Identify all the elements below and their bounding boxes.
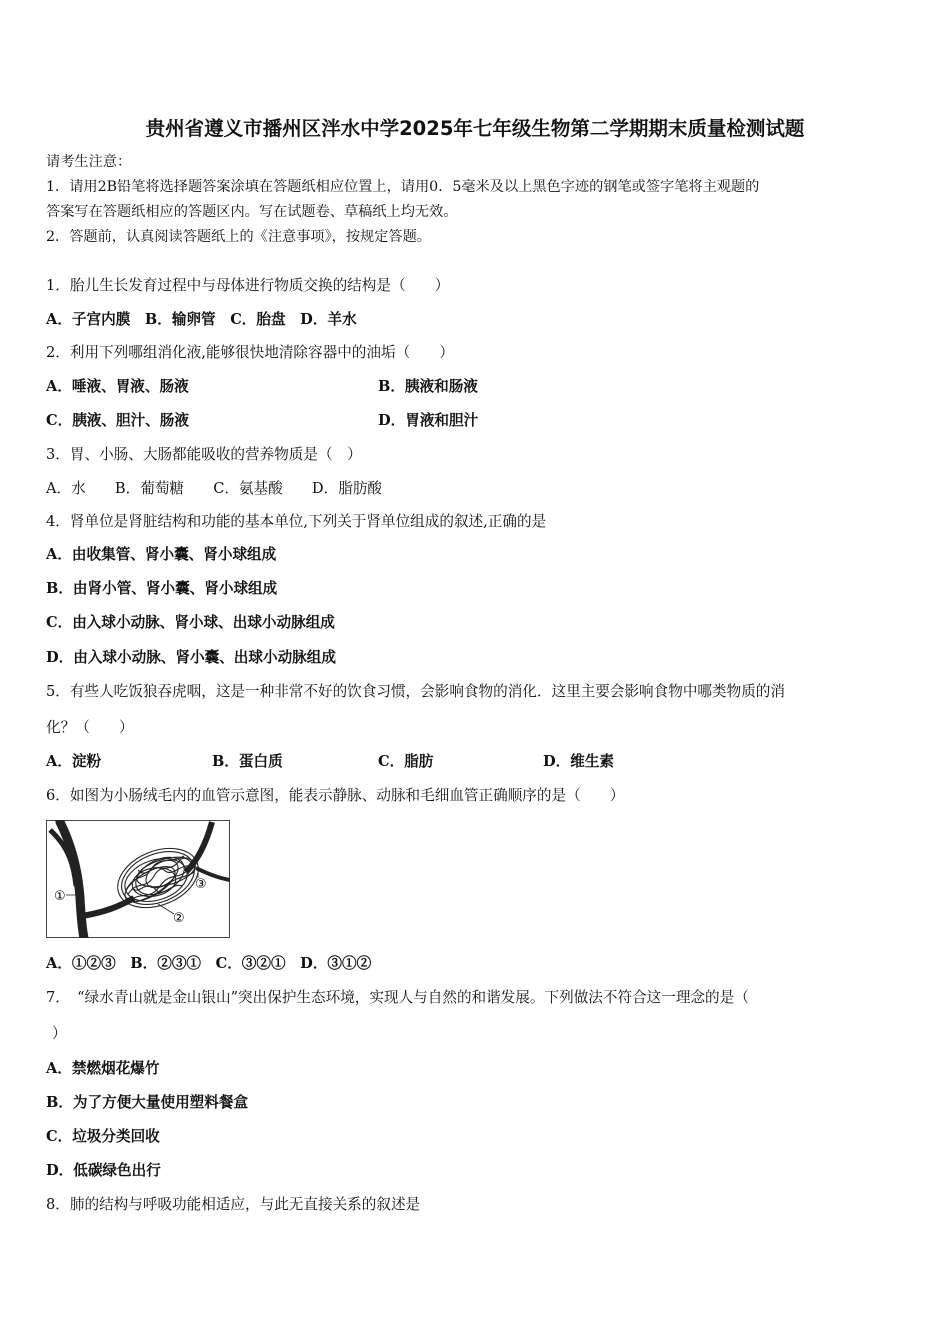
question-1-stem: 1．胎儿生长发育过程中与母体进行物质交换的结构是（ ） [46,277,450,294]
notice-line-1a: 1．请用2B铅笔将选择题答案涂填在答题纸相应位置上，请用0．5毫米及以上黑色字迹的钢笔或签字笔将主观题的 [46,179,760,195]
question-4-option-d: D．由入球小动脉、肾小囊、出球小动脉组成 [46,649,336,666]
question-4-stem: 4．肾单位是肾脏结构和功能的基本单位,下列关于肾单位组成的叙述,正确的是 [46,513,547,530]
question-2-option-b: B．胰液和肠液 [378,378,478,395]
question-6-options: A．①②③ B．②③① C．③②① D．③①② [46,955,372,972]
question-2-option-c: C．胰液、胆汁、肠液 [46,412,189,429]
question-5-option-b: B．蛋白质 [212,753,283,770]
notice-line-2: 2．答题前，认真阅读答题纸上的《注意事项》，按规定答题。 [46,229,431,245]
notice-heading: 请考生注意： [46,154,132,170]
question-7-option-a: A．禁燃烟花爆竹 [46,1060,160,1077]
question-2-option-a: A．唾液、胃液、肠液 [46,378,189,395]
question-5-stem-a: 5．有些人吃饭狼吞虎咽，这是一种非常不好的饮食习惯，会影响食物的消化．这里主要会影响食物中哪类物质的消 [46,683,785,700]
page-title: 贵州省遵义市播州区泮水中学2025年七年级生物第二学期期末质量检测试题 [145,117,805,140]
question-4-option-c: C．由入球小动脉、肾小球、出球小动脉组成 [46,614,335,631]
notice-line-1b: 答案写在答题纸相应的答题区内。写在试题卷、草稿纸上均无效。 [46,204,458,220]
question-1-options: A．子宫内膜 B．输卵管 C．胎盘 D．羊水 [46,311,357,328]
question-6-stem: 6．如图为小肠绒毛内的血管示意图，能表示静脉、动脉和毛细血管正确顺序的是（ ） [46,787,625,804]
question-2-stem: 2．利用下列哪组消化液,能够很快地清除容器中的油垢（ ） [46,344,454,361]
question-7-option-b: B．为了方便大量使用塑料餐盒 [46,1094,249,1111]
question-2-option-d: D．胃液和胆汁 [378,412,479,429]
question-4-option-a: A．由收集管、肾小囊、肾小球组成 [46,546,277,563]
question-5-option-d: D．维生素 [543,753,615,770]
question-5-option-a: A．淀粉 [46,753,102,770]
question-3-stem: 3．胃、小肠、大肠都能吸收的营养物质是（ ） [46,446,362,463]
question-5-option-c: C．脂肪 [378,753,434,770]
question-4-option-b: B．由肾小管、肾小囊、肾小球组成 [46,580,278,597]
label-3: ③ [195,877,207,892]
label-2: ② [173,911,185,926]
question-8-stem: 8．肺的结构与呼吸功能相适应，与此无直接关系的叙述是 [46,1196,421,1213]
villus-vessel-drawing [46,820,230,938]
question-7-stem-b: ） [52,1025,67,1042]
villus-blood-vessel-figure [46,820,230,938]
question-7-option-c: C．垃圾分类回收 [46,1128,160,1145]
question-7-stem-a: 7． “绿水青山就是金山银山”突出保护生态环境，实现人与自然的和谐发展。下列做法不符合这一理念的是（ [46,989,749,1006]
label-1: ① [54,889,66,904]
question-5-stem-b: 化？（ ） [46,719,134,736]
question-3-options: A．水 B．葡萄糖 C．氨基酸 D．脂肪酸 [46,480,383,497]
question-7-option-d: D．低碳绿色出行 [46,1162,161,1179]
